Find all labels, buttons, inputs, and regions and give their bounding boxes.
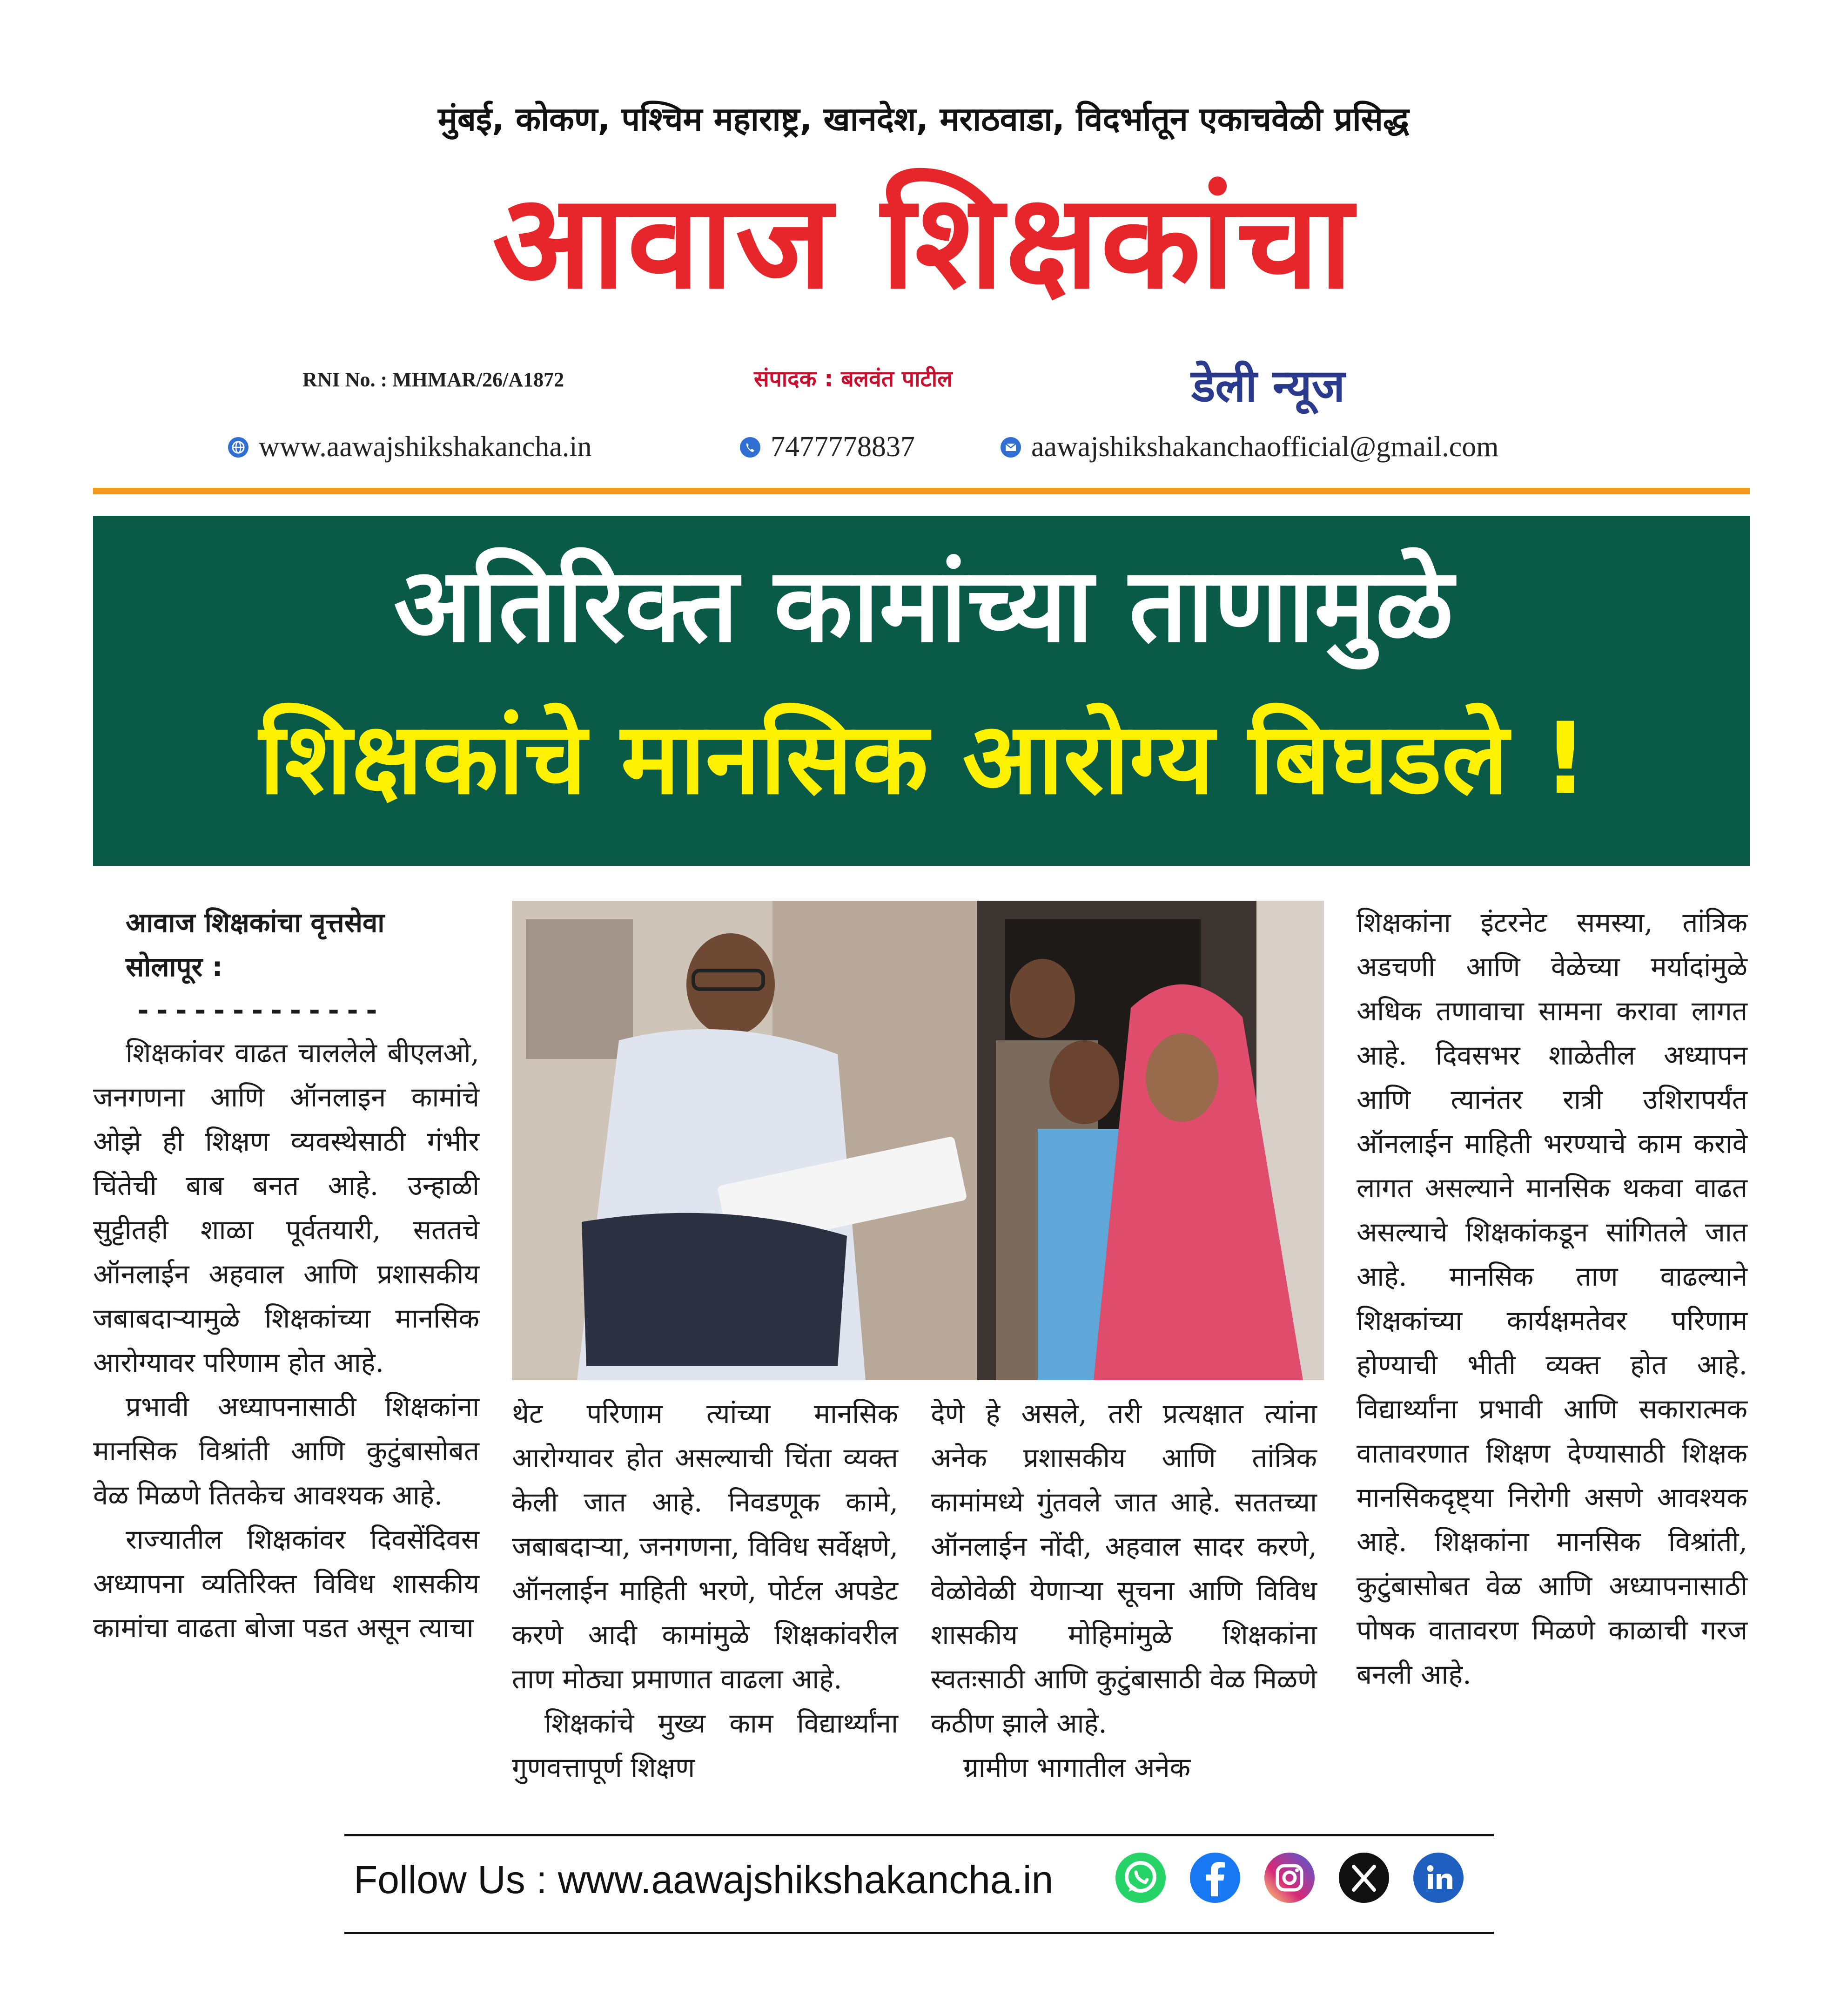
paragraph: प्रभावी अध्यापनासाठी शिक्षकांना मानसिक विश्रांती आणि कुटुंबासोबत वेळ मिळणे तितकेच आवश्यक आहे. <box>93 1391 479 1511</box>
footer-top-rule <box>344 1834 1494 1836</box>
x-icon[interactable] <box>1338 1852 1390 1904</box>
headline-line-2: शिक्षकांचे मानसिक आरोग्य बिघडले ! <box>259 701 1588 816</box>
website-text: www.aawajshikshakancha.in <box>259 431 592 463</box>
article-photo <box>512 901 1324 1380</box>
paragraph: देणे हे असले, तरी प्रत्यक्षात त्यांना अनेक प्रशासकीय आणि तांत्रिक कामांमध्ये गुंतवले जात आहे. सततच्या ऑनलाईन नोंदी, अहवाल सादर करणे, वेळोवेळी येणाऱ्या सूचना आणि विविध शासकीय मोहिमांमुळे शिक्षकांना स्वतःसाठी आणि कुटुंबासाठी वेळ मिळणे कठीण झाले आहे. <box>931 1398 1317 1739</box>
facebook-icon[interactable] <box>1189 1852 1241 1904</box>
paragraph: राज्यातील शिक्षकांवर दिवसेंदिवस अध्यापना व्यतिरिक्त विविध शासकीय कामांचा वाढता बोजा पडत असून त्याचा <box>93 1524 479 1644</box>
byline-agency: आवाज शिक्षकांचा वृत्तसेवा <box>126 907 385 938</box>
rni-number: RNI No. : MHMAR/26/A1872 <box>302 368 564 391</box>
footer-bottom-rule <box>344 1932 1494 1934</box>
email-icon <box>1001 437 1021 458</box>
follow-us-text[interactable]: Follow Us : www.aawajshikshakancha.in <box>354 1858 1054 1901</box>
globe-icon <box>228 437 249 458</box>
editions-line: मुंबई, कोकण, पश्चिम महाराष्ट्र, खानदेश, मराठवाडा, विदर्भातून एकाचवेळी प्रसिद्ध <box>438 100 1409 138</box>
byline-place: सोलापूर : <box>126 951 223 983</box>
paragraph: ग्रामीण भागातील अनेक <box>963 1752 1191 1783</box>
email-text: aawajshikshakanchaofficial@gmail.com <box>1031 431 1499 463</box>
article-column-4 <box>1357 901 1747 1697</box>
paragraph: शिक्षकांवर वाढत चाललेले बीएलओ, जनगणना आणि ऑनलाइन कामांचे ओझे ही शिक्षण व्यवस्थेसाठी गंभीर चिंतेची बाब बनत आहे. उन्हाळी सुट्टीतही शाळा पूर्वतयारी, सततचे ऑनलाईन अहवाल आणि प्रशासकीय जबाबदाऱ्यामुळे शिक्षकांच्या मानसिक आरोग्यावर परिणाम होत आहे. <box>93 1037 479 1378</box>
article-column-3 <box>931 1392 1317 1790</box>
newspaper-title: आवाज शिक्षकांचा <box>492 166 1355 318</box>
email-contact[interactable] <box>1001 431 1499 464</box>
article-column-1 <box>93 901 479 1650</box>
phone-contact[interactable] <box>740 431 915 464</box>
orange-divider <box>93 488 1750 494</box>
paragraph: थेट परिणाम त्यांच्या मानसिक आरोग्यावर होत असल्याची चिंता व्यक्त केली जात आहे. निवडणूक कामे, जबाबदाऱ्या, जनगणना, विविध सर्वेक्षणे, ऑनलाईन माहिती भरणे, पोर्टल अपडेट करणे आदी कामांमुळे शिक्षकांवरील ताण मोठ्या प्रमाणात वाढला आहे. <box>512 1398 898 1695</box>
headline-line-1: अतिरिक्त कामांच्या ताणामुळे <box>393 546 1454 665</box>
website-contact[interactable] <box>228 431 592 464</box>
editor-name: संपादक : बलवंत पाटील <box>754 366 953 392</box>
phone-text: 7477778837 <box>771 431 915 463</box>
paragraph: शिक्षकांना इंटरनेट समस्या, तांत्रिक अडचणी आणि वेळेच्या मर्यादांमुळे अधिक तणावाचा सामना करावा लागत आहे. दिवसभर शाळेतील अध्यापन आणि त्यानंतर रात्री उशिरापर्यंत ऑनलाईन माहिती भरण्याचे काम करावे लागत असल्याने मानसिक थकवा वाढत असल्याचे शिक्षकांकडून सांगितले जात आहे. मानसिक ताण वाढल्याने शिक्षकांच्या कार्यक्षमतेवर परिणाम होण्याची भीती व्यक्त होत आहे. विद्यार्थ्यांना प्रभावी आणि सकारात्मक वातावरणात शिक्षण देण्यासाठी शिक्षक मानसिकदृष्ट्या निरोगी असणे आवश्यक आहे. शिक्षकांना मानसिक विश्रांती, कुटुंबासोबत वेळ आणि अध्यापनासाठी पोषक वातावरण मिळणे काळाची गरज बनली आहे. <box>1357 907 1747 1690</box>
whatsapp-icon[interactable] <box>1115 1852 1167 1904</box>
instagram-icon[interactable] <box>1263 1852 1316 1904</box>
byline-divider: ------------- <box>135 994 383 1026</box>
daily-news-tagline: डेली न्यूज <box>1191 360 1345 412</box>
article-column-2 <box>512 1392 898 1790</box>
phone-icon <box>740 437 760 458</box>
paragraph: शिक्षकांचे मुख्य काम विद्यार्थ्यांना गुणवत्तापूर्ण शिक्षण <box>512 1707 898 1783</box>
linkedin-icon[interactable] <box>1412 1852 1464 1904</box>
